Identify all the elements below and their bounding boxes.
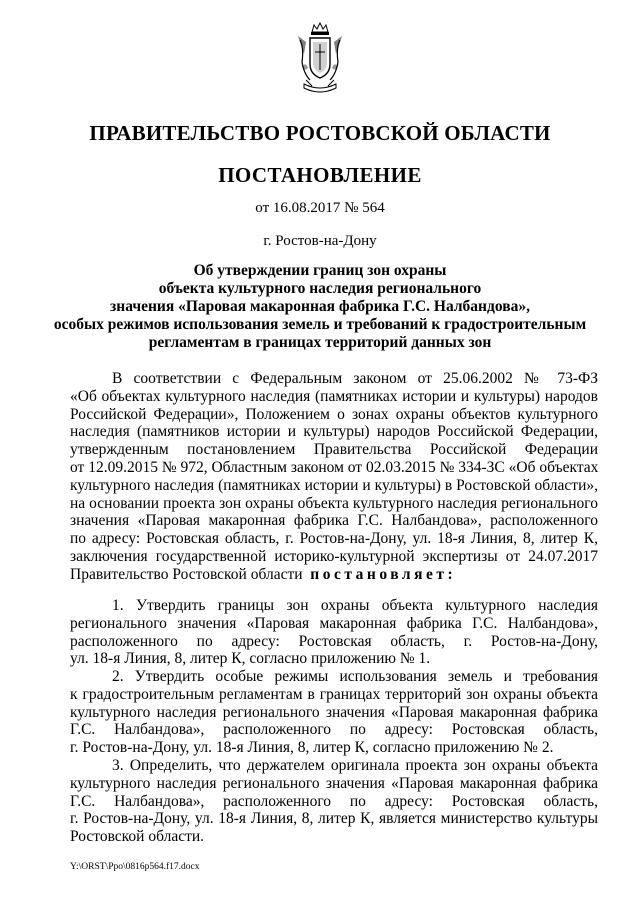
- document-date-number: от 16.08.2017 № 564: [255, 200, 385, 216]
- item-1-line: 1. Утвердить границы зон охраны объекта культурного наследия: [112, 597, 598, 614]
- preamble-line: «Об объектах культурного наследия (памятниках истории и культуры) народов: [70, 387, 598, 405]
- heading-line: Об утверждении границ зон охраны: [193, 262, 447, 279]
- preamble-line: на основании проекта зон охраны объекта культурного наследия регионального: [70, 494, 598, 512]
- preamble-line: культурного наследия (памятниках истории и культуры) в Ростовской области»,: [70, 476, 598, 494]
- preamble-line: наследия (памятников истории и культуры) народов Российской Федерации,: [70, 423, 598, 441]
- item-2-line: 2. Утвердить особые режимы использования земель и требования: [112, 668, 598, 685]
- preamble-line: В соответствии с Федеральным законом от 25.06.2002 № 73-ФЗ: [112, 370, 598, 387]
- preamble-paragraph: [70, 370, 598, 584]
- heading-line: особых режимов использования земель и требований к градостроительным: [53, 316, 587, 333]
- preamble-line: заключения государственной историко-культурной экспертизы от 24.07.2017: [70, 547, 598, 565]
- item-1-line: расположенного по адресу: Ростовская область, г. Ростов-на-Дону,: [70, 632, 598, 650]
- document-type: ПОСТАНОВЛЕНИЕ: [218, 163, 422, 187]
- item-2-line: Г.С. Налбандова», расположенного по адресу: Ростовская область,: [70, 721, 598, 739]
- item-3-line: культурного наследия регионального значения «Паровая макаронная фабрика: [70, 774, 598, 792]
- resolves-word: постановляет:: [310, 565, 457, 583]
- preamble-line: утвержденным постановлением Правительства Российской Федерации: [70, 441, 598, 459]
- item-2-line: культурного наследия регионального значения «Паровая макаронная фабрика: [70, 703, 598, 721]
- preamble-line: от 12.09.2015 № 972, Областным законом от 02.03.2015 № 334-ЗС «Об объектах: [70, 458, 599, 476]
- item-3-line: г. Ростов-на-Дону, ул. 18-я Линия, 8, литер К, является министерство культуры: [70, 810, 598, 828]
- file-path-footer: Y:\ORST\Ppo\0816p564.f17.docx: [70, 862, 200, 872]
- item-3-line: 3. Определить, что держателем оригинала проекта зон охраны объекта: [112, 757, 598, 774]
- item-3-line: Г.С. Налбандова», расположенного по адресу: Ростовская область,: [70, 792, 598, 810]
- item-3-paragraph: [70, 757, 598, 846]
- item-3-line: Ростовской области.: [70, 828, 205, 846]
- document-heading: [0, 262, 640, 352]
- heading-line: объекта культурного наследия регионального: [158, 280, 482, 297]
- preamble-line: Правительство Ростовской области: [70, 565, 303, 583]
- preamble-line: значения «Паровая макаронная фабрика Г.С. Налбандова», расположенного: [70, 512, 598, 530]
- preamble-final-line: [70, 566, 598, 584]
- rostov-oblast-coat-of-arms-icon: [296, 22, 344, 98]
- government-title: ПРАВИТЕЛЬСТВО РОСТОВСКОЙ ОБЛАСТИ: [89, 121, 551, 145]
- document-city: г. Ростов-на-Дону: [263, 233, 377, 249]
- preamble-line: Российской Федерации», Положением о зонах охраны объектов культурного: [70, 405, 598, 423]
- item-1-line: ул. 18-я Линия, 8, литер К, согласно приложению № 1.: [70, 650, 431, 668]
- item-2-line: г. Ростов-на-Дону, ул. 18-я Линия, 8, литер К, согласно приложению № 2.: [70, 739, 554, 757]
- heading-line: регламентам в границах территорий данных зон: [148, 334, 492, 351]
- item-2-paragraph: [70, 668, 598, 757]
- preamble-line: по адресу: Ростовская область, г. Ростов-на-Дону, ул. 18-я Линия, 8, литер К,: [70, 530, 598, 548]
- item-1-paragraph: [70, 597, 598, 668]
- item-2-line: к градостроительным регламентам в границах территорий зон охраны объекта: [70, 685, 598, 703]
- item-1-line: регионального значения «Паровая макаронная фабрика Г.С. Налбандова»,: [70, 614, 598, 632]
- heading-line: значения «Паровая макаронная фабрика Г.С. Налбандова»,: [110, 298, 530, 315]
